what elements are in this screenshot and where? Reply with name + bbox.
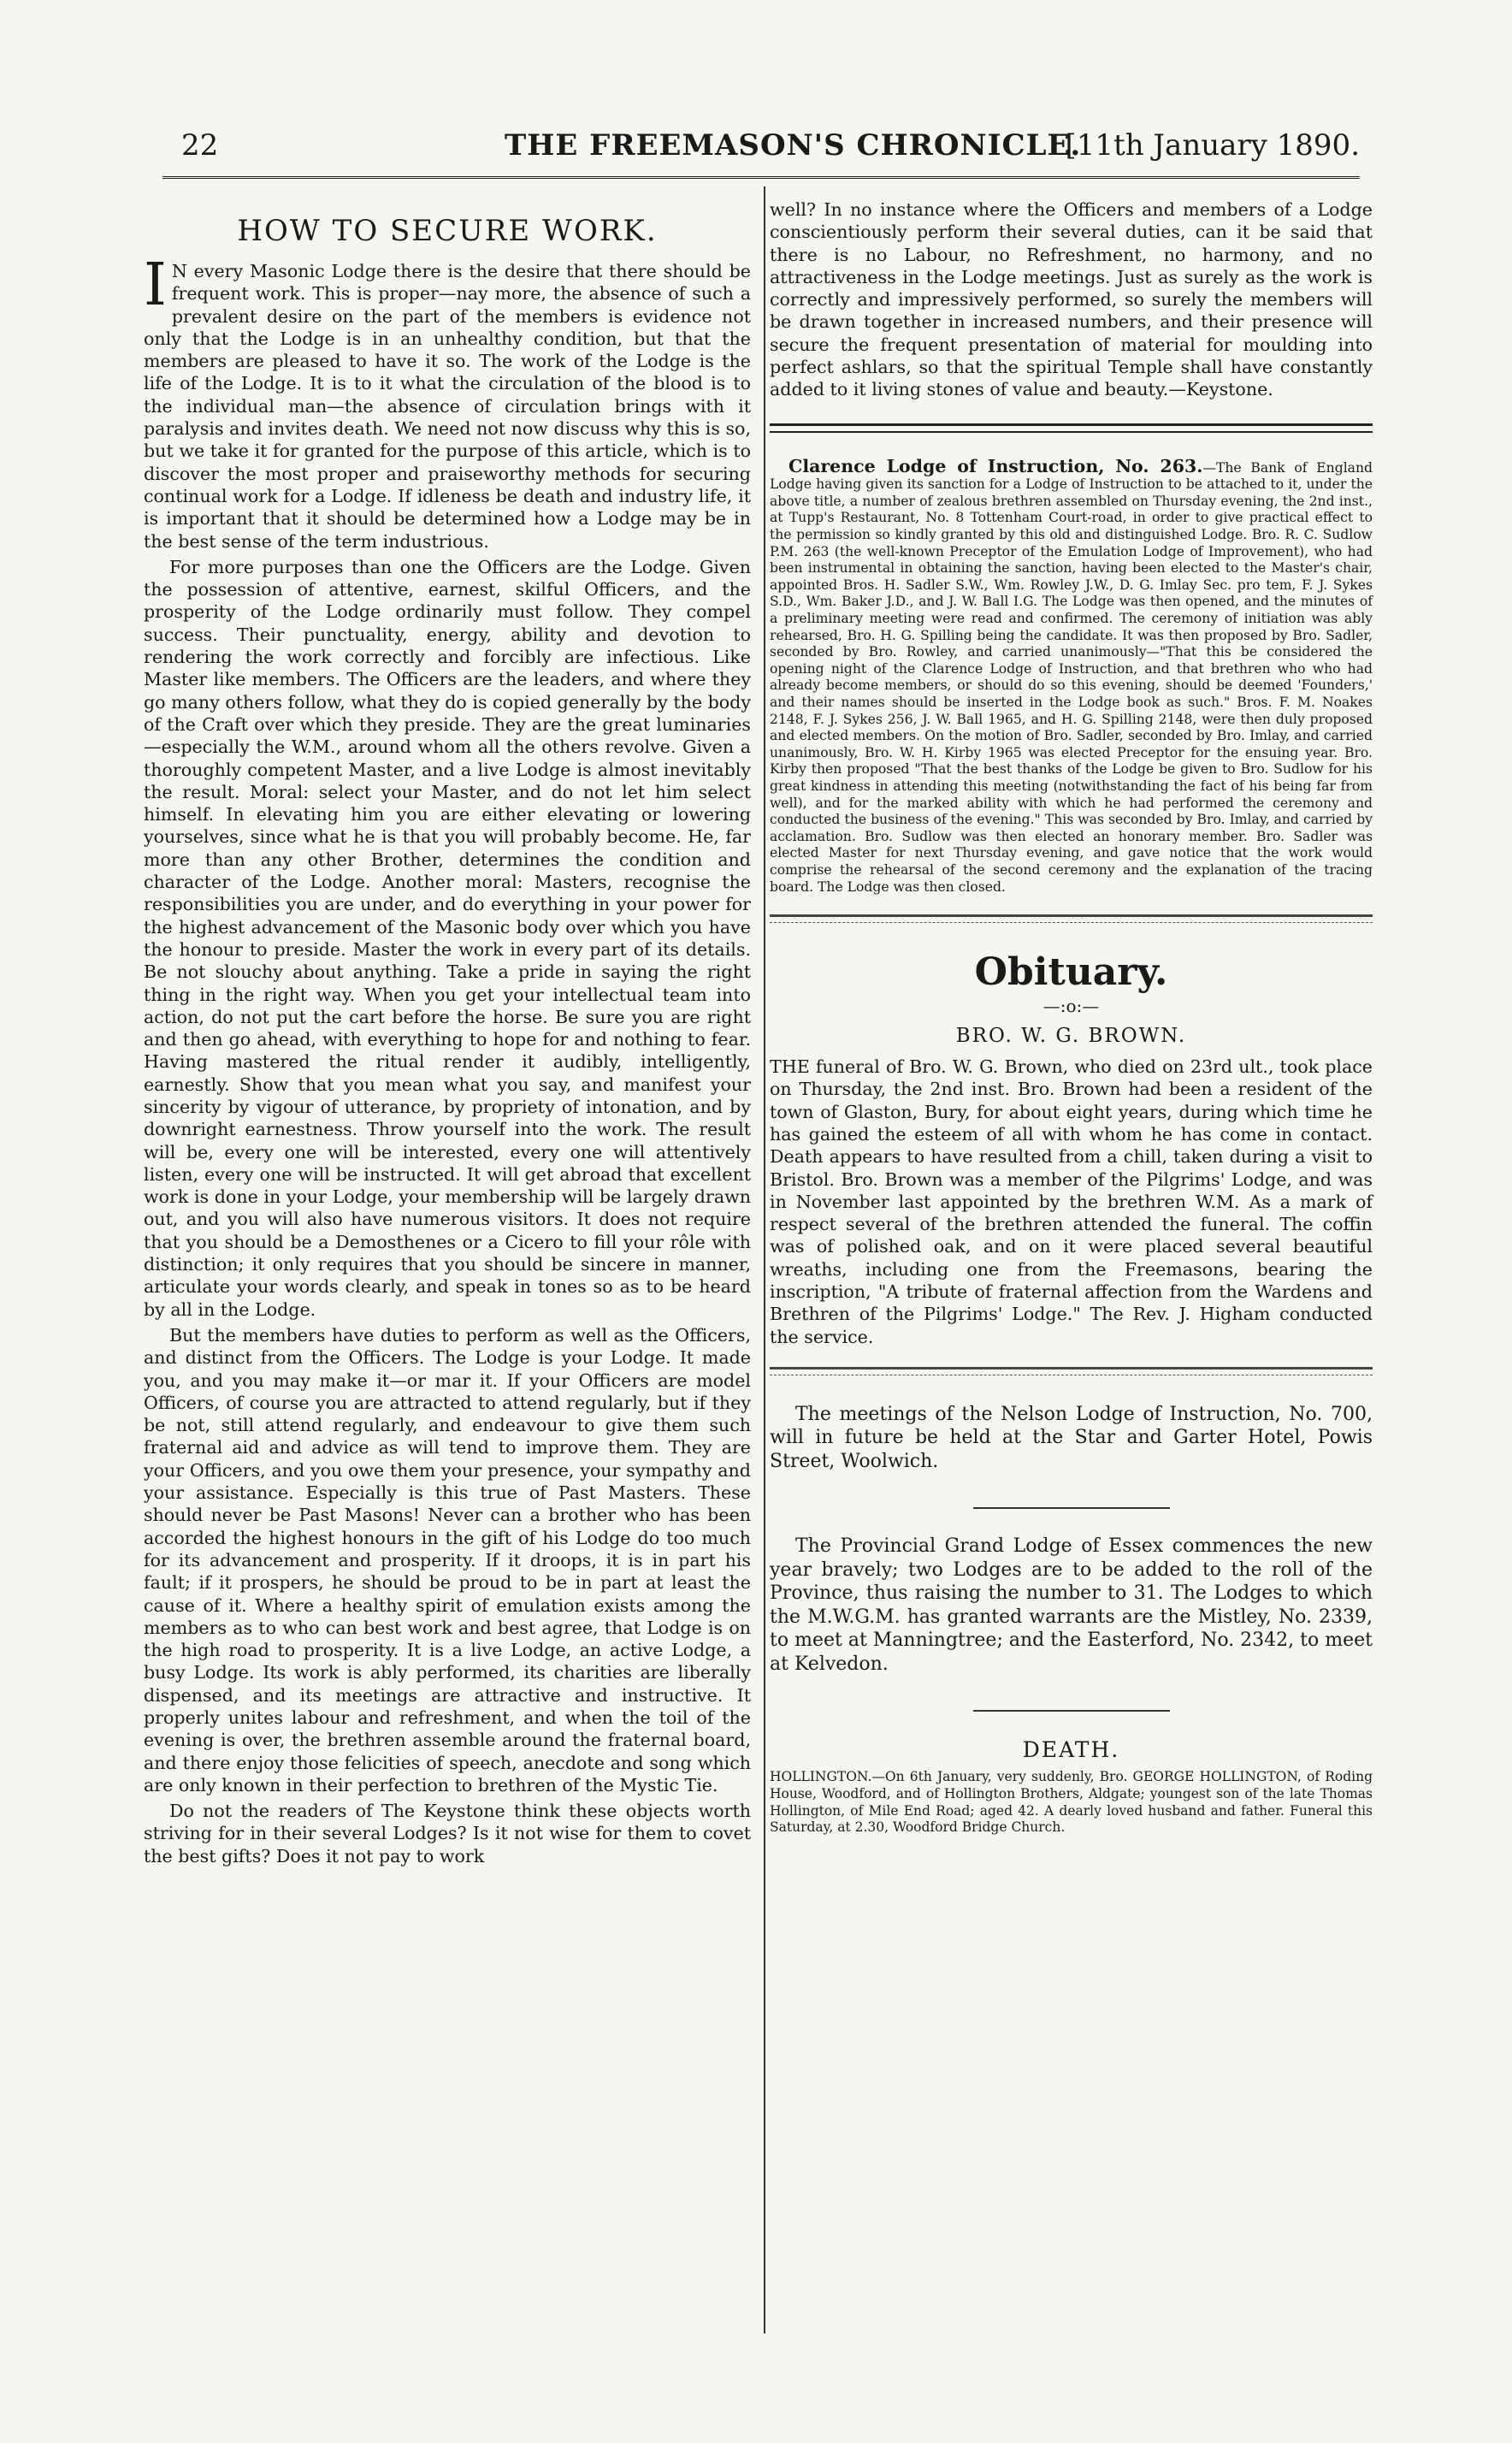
issue-date: [11th January 1890.	[1065, 128, 1360, 163]
obituary-section	[770, 950, 1373, 1348]
obituary-name: BRO. W. G. BROWN.	[955, 1025, 1187, 1048]
clarence-lodge-report	[770, 455, 1373, 896]
column-divider	[764, 186, 765, 2334]
section-rule	[973, 1710, 1170, 1712]
article-paragraph: For more purposes than one the Officers are the Lodge. Given the possession of attentive, earnest, skilful Officers, and the prosperity of the Lodge ordinarily must follow. They compel success. Their punctuality, energy, ability and devotion to rendering the work correctly and forcibly are infectious. Like Master like members. The Officers are the leaders, and where they go many others follow, what they do is copied generally by the body of the Craft over which they preside. They are the great luminaries—especially the W.M., around whom all the others revolve. Given a thoroughly competent Master, and a live Lodge is almost inevitably the result. Moral: select your Master, and do not let him select himself. In elevating him you are either elevating or lowering yourselves, since what he is that you will probably become. He, far more than any other Brother, determines the condition and character of the Lodge. Another moral: Masters, recognise the responsibilities you are under, and do everything in your power for the highest advancement of the Masonic body over which you have the honour to preside. Master the work in every part of its details. Be not slouchy about anything. Take a pride in saying the right thing in the right way. When you get your intellectual team into action, do not put the cart before the horse. Be sure you are right and then go ahead, with everything to hope for and nothing to fear. Having mastered the ritual render it audibly, intelligently, earnestly. Show that you mean what you say, and manifest your sincerity by vigour of utterance, by propriety of intonation, and by downright earnestness. Throw yourself into the work. The result will be, every one will be interested, every one will attentively listen, every one will be instructed. It will get abroad that excellent work is done in your Lodge, your membership will be largely drawn out, and you will also have numerous visitors. It does not require that you should be a Demosthenes or a Cicero to fill your rôle with distinction; it only requires that you should be sincere in manner, articulate your words clearly, and speak in tones so as to be heard by all in the Lodge.	[144, 556, 752, 1320]
section-rule	[770, 423, 1373, 433]
clarence-lodge-heading: Clarence Lodge of Instruction, No. 263.	[788, 455, 1203, 476]
nelson-lodge-notice	[770, 1403, 1373, 1474]
header-rule	[162, 176, 1360, 179]
page-header	[162, 128, 1360, 174]
death-heading: DEATH.	[1022, 1737, 1120, 1763]
section-rule	[770, 914, 1373, 923]
section-rule	[973, 1507, 1170, 1509]
essex-lodge-notice	[770, 1535, 1373, 1676]
death-notice	[770, 1737, 1373, 1836]
continuation-paragraph: well? In no instance where the Officers and members of a Lodge conscientiously perform their several duties, can it be said that there is no Labour, no Refreshment, no harmony, and no attractiveness in the Lodge meetings. Just as surely as the work is correctly and impressively performed, so surely the members will be drawn together in increased numbers, and their presence will secure the frequent presentation of material for moulding into perfect ashlars, so that the spiritual Temple shall have constantly added to it living stones of value and beauty.—Keystone.	[770, 199, 1373, 400]
drop-cap: I	[144, 251, 167, 319]
article-paragraph: I N every Masonic Lodge there is the desire that there should be frequent work. This is proper—nay more, the absence of such a prevalent desire on the part of the members is evidence not only that the Lodge is in an unhealthy condition, but that the members are pleased to have it so. The work of the Lodge is the life of the Lodge. It is to it what the circulation of the blood is to the individual man—the absence of circulation brings with it paralysis and invites death. We need not now discuss why this is so, but we take it for granted for the purpose of this article, which is to discover the most proper and praiseworthy methods for securing continual work for a Lodge. If idleness be death and industry life, it is important that it should be determined how a Lodge may be in the best sense of the term industrious.	[144, 251, 751, 552]
article-paragraph: But the members have duties to perform as well as the Officers, and distinct from the Officers. The Lodge is your Lodge. It made you, and you may make it—or mar it. If your Officers are model Officers, of course you are attracted to attend regularly, but if they be not, still attend regularly, and endeavour to give them such fraternal aid and advice as will tend to improve them. They are your Officers, and you owe them your presence, your sympathy and your assistance. Especially is this true of Past Masters. These should never be Past Masons! Never can a brother who has been accorded the highest honours in the gift of his Lodge do too much for its advancement and prosperity. If it droops, it is in part his fault; if it prospers, he should be proud to be in part at least the cause of it. Where a healthy spirit of emulation exists among the members as to who can best work and best agree, that Lodge is on the high road to prosperity. It is a live Lodge, an active Lodge, a busy Lodge. Its work is ably performed, its charities are liberally dispensed, and its meetings are attractive and instructive. It properly unites labour and refreshment, and when the toil of the evening is over, the brethren assemble around the fraternal board, and there enjoy those felicities of speech, anecdote and song which are only known in their perfection to brethren of the Mystic Tie.	[144, 1324, 751, 1795]
clarence-lodge-text: —The Bank of England Lodge having given its sanction for a Lodge of Instruction to be attached to it, under the above title, a number of zealous brethren assembled on Thursday evening, the 2nd inst., at Tupp's Restaurant, No. 8 Tottenham Court-road, in order to give practical effect to the permission so kindly granted by this old and distinguished Lodge. Bro. R. C. Sudlow P.M. 263 (the well-known Preceptor of the Emulation Lodge of Improvement), who had been instrumental in obtaining the sanction, having been elected to the Master's chair, appointed Bros. H. Sadler S.W., Wm. Rowley J.W., D. G. Imlay Sec. pro tem, F. J. Sykes S.D., Wm. Baker J.D., and J. W. Ball I.G. The Lodge was then opened, and the minutes of a preliminary meeting were read and confirmed. The ceremony of initiation was ably rehearsed, Bro. H. G. Spilling being the candidate. It was then proposed by Bro. Sadler, seconded by Bro. Rowley, and carried unanimously—"That this be considered the opening night of the Clarence Lodge of Instruction, and that brethren who who had already become members, or should do so this evening, should be deemed 'Founders,' and their names should be inserted in the Lodge book as such." Bros. F. M. Noakes 2148, F. J. Sykes 256, J. W. Ball 1965, and H. G. Spilling 2148, were then duly proposed and elected members. On the motion of Bro. Sadler, seconded by Bro. Imlay, and carried unanimously, Bro. W. H. Kirby 1965 was elected Preceptor for the ensuing year. Bro. Kirby then proposed "That the best thanks of the Lodge be given to Bro. Sudlow for his great kindness in attending this meeting (notwithstanding the fact of his being far from well), and for the marked ability with which he had performed the ceremony and conducted the business of the evening." This was seconded by Bro. Imlay, and carried by acclamation. Bro. Sudlow was then elected an honorary member. Bro. Sadler was elected Master for next Thursday evening, and gave notice that the work would comprise the rehearsal of the second ceremony and the explanation of the tracing board. The Lodge was then closed.	[770, 459, 1373, 895]
nelson-notice-text: The meetings of the Nelson Lodge of Instruction, No. 700, will in future be held at the Star and Garter Hotel, Powis Street, Woolwich.	[770, 1403, 1373, 1472]
obituary-text: THE funeral of Bro. W. G. Brown, who died on 23rd ult., took place on Thursday, the 2nd inst. Bro. Brown had been a resident of the town of Glaston, Bury, for about eight years, during which time he has gained the esteem of all with whom he has come in contact. Death appears to have resulted from a chill, taken during a visit to Bristol. Bro. Brown was a member of the Pilgrims' Lodge, and was in November last appointed by the brethren W.M. As a mark of respect several of the brethren attended the funeral. The coffin was of polished oak, and on it were placed several beautiful wreaths, including one from the Freemasons, bearing the inscription, "A tribute of fraternal affection from the Wardens and Brethren of the Pilgrims' Lodge." The Rev. J. Higham conducted the service.	[770, 1056, 1373, 1347]
essex-notice-text: The Provincial Grand Lodge of Essex commences the new year bravely; two Lodges are to be added to the roll of the Province, thus raising the number to 31. The Lodges to which the M.W.G.M. has granted warrants are the Mistley, No. 2339, to meet at Manningtree; and the Easterford, No. 2342, to meet at Kelvedon.	[770, 1535, 1373, 1675]
article-continuation	[770, 198, 1373, 401]
page-number: 22	[181, 128, 219, 163]
article-body	[144, 251, 752, 1867]
article-title: HOW TO SECURE WORK.	[237, 214, 658, 248]
publication-title: THE FREEMASON'S CHRONICLE.	[505, 128, 1082, 163]
section-rule	[770, 1367, 1373, 1375]
right-column	[770, 198, 1373, 1840]
article-paragraph: Do not the readers of The Keystone think these objects worth striving for in their several Lodges? Is it not wise for them to covet the best gifts? Does it not pay to work	[144, 1801, 751, 1866]
obituary-divider: —:o:—	[1042, 996, 1100, 1017]
death-text: HOLLINGTON.—On 6th January, very suddenly, Bro. GEORGE HOLLINGTON, of Roding House, Woodford, and of Hollington Brothers, Aldgate; youngest son of the late Thomas Hollington, of Mile End Road; aged 42. A dearly loved husband and father. Funeral this Saturday, at 2.30, Woodford Bridge Church.	[770, 1769, 1373, 1836]
obituary-heading: Obituary.	[974, 950, 1168, 995]
left-column	[144, 198, 751, 1871]
